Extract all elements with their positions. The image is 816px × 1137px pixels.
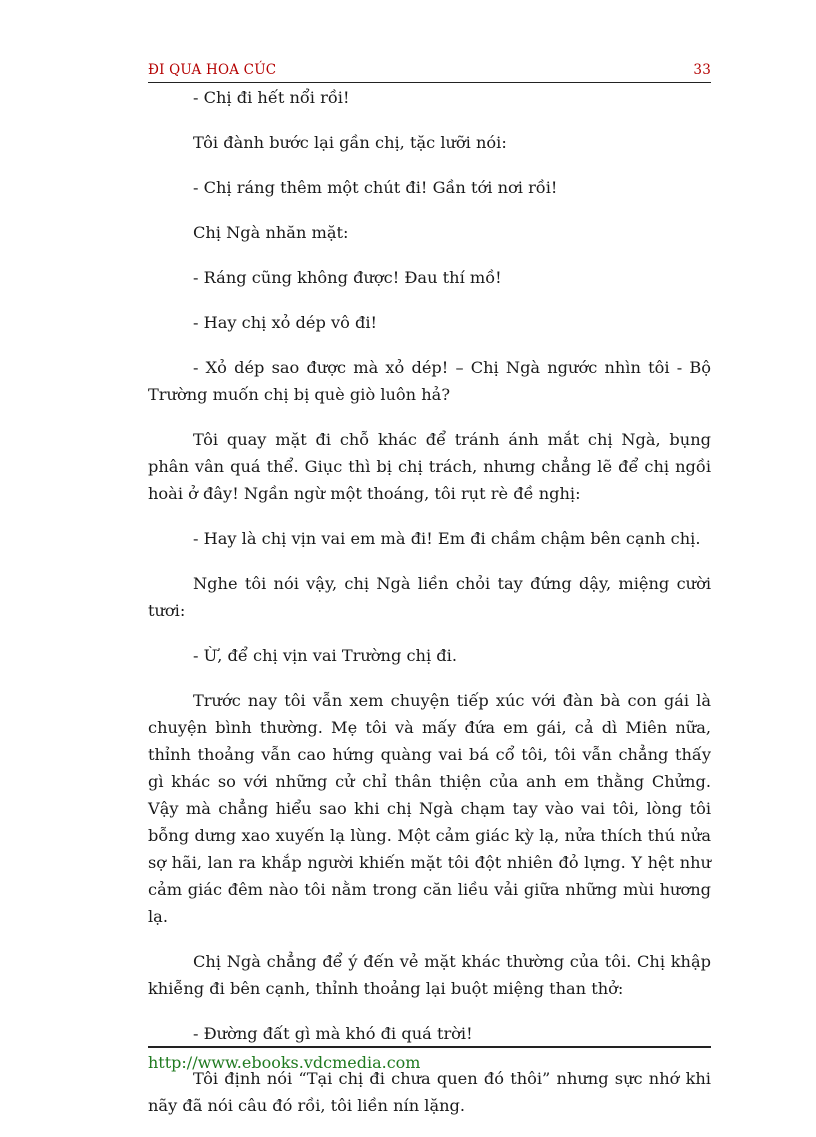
paragraph: Trước nay tôi vẫn xem chuyện tiếp xúc với đàn bà con gái là chuyện bình thường. Mẹ tôi và mấy đứa em gái, cả dì Miên nữa, thỉnh thoảng vẫn cao hứng quàng vai bá cổ tôi, tôi vẫn chẳng thấy gì khác so với những cử chỉ thân thiện của anh em thằng Chửng. Vậy mà chẳng hiểu sao khi chị Ngà chạm tay vào vai tôi, lòng tôi bỗng dưng xao xuyến lạ lùng. Một cảm giác kỳ lạ, nửa thích thú nửa sợ hãi, lan ra khắp người khiến mặt tôi đột nhiên đỏ lựng. Y hệt như cảm giác đêm nào tôi nằm trong căn liều vải giữa những mùi hương lạ. [148,691,711,926]
paragraph: - Hay chị xỏ dép vô đi! [193,313,378,332]
page-number: 33 [693,62,711,78]
page-header [148,60,711,83]
paragraph: - Chị đi hết nổi rồi! [193,88,350,107]
paragraph: Nghe tôi nói vậy, chị Ngà liền chỏi tay đứng dậy, miệng cười tươi: [148,574,711,620]
paragraph: - Đường đất gì mà khó đi quá trời! [193,1024,473,1043]
paragraph: Chị Ngà nhăn mặt: [193,223,349,242]
paragraph: Tôi quay mặt đi chỗ khác để tránh ánh mắt chị Ngà, bụng phân vân quá thể. Giục thì bị chị trách, nhưng chẳng lẽ để chị ngồi hoài ở đây! Ngần ngừ một thoáng, tôi rụt rè đề nghị: [148,430,711,503]
paragraph: Tôi định nói “Tại chị đi chưa quen đó thôi” nhưng sực nhớ khi nãy đã nói câu đó rồi, tôi liền nín lặng. [148,1069,711,1115]
page-body [148,84,711,1137]
paragraph: - Hay là chị vịn vai em mà đi! Em đi chầm chậm bên cạnh chị. [193,529,701,548]
paragraph: Tôi đành bước lại gần chị, tặc lưỡi nói: [193,133,507,152]
paragraph: Chị Ngà chẳng để ý đến vẻ mặt khác thường của tôi. Chị khập khiễng đi bên cạnh, thỉnh thoảng lại buột miệng than thở: [148,952,711,998]
footer-link[interactable]: http://www.ebooks.vdcmedia.com [148,1053,421,1072]
paragraph: - Xỏ dép sao được mà xỏ dép! – Chị Ngà ngước nhìn tôi - Bộ Trường muốn chị bị què giò luôn hả? [148,358,711,404]
paragraph: - Chị ráng thêm một chút đi! Gần tới nơi rồi! [193,178,558,197]
paragraph: - Ráng cũng không được! Đau thí mồ! [193,268,502,287]
book-title: ĐI QUA HOA CÚC [148,62,277,78]
paragraph: - Ừ, để chị vịn vai Trường chị đi. [193,646,457,665]
page-footer [148,1046,711,1072]
